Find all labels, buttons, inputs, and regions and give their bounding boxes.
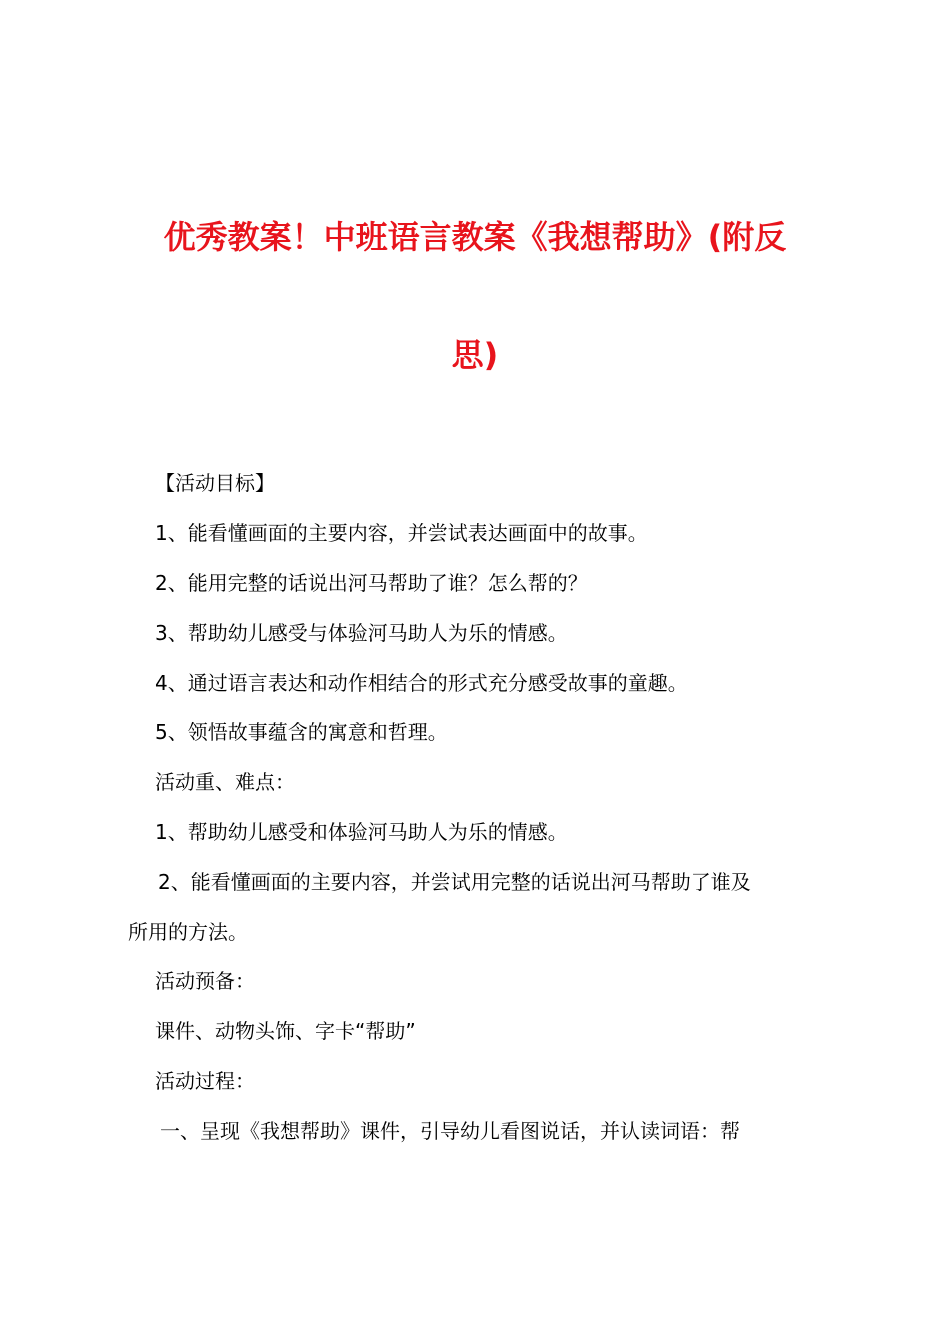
process-step-1: 一、呈现《我想帮助》课件，引导幼儿看图说话，并认读词语：帮 [160,1119,740,1143]
key-point-2: 2、能看懂画面的主要内容，并尝试用完整的话说出河马帮助了谁及 [158,870,751,894]
objective-5: 5、领悟故事蕴含的寓意和哲理。 [155,720,448,744]
section-heading-preparation: 活动预备： [155,969,255,993]
objective-3: 3、帮助幼儿感受与体验河马助人为乐的情感。 [155,621,568,645]
objective-2: 2、能用完整的话说出河马帮助了谁？怎么帮的？ [155,571,588,595]
section-heading-key-points: 活动重、难点： [155,770,295,794]
document-title-line-2: 思) [451,336,499,374]
key-point-1: 1、帮助幼儿感受和体验河马助人为乐的情感。 [155,820,568,844]
objective-1: 1、能看懂画面的主要内容，并尝试表达画面中的故事。 [155,521,648,545]
objective-4: 4、通过语言表达和动作相结合的形式充分感受故事的童趣。 [155,671,688,695]
key-point-2-continued: 所用的方法。 [128,920,248,944]
preparation-materials: 课件、动物头饰、字卡“帮助” [155,1019,416,1043]
section-heading-objectives: 【活动目标】 [155,471,275,495]
document-title-line-1: 优秀教案！中班语言教案《我想帮助》(附反 [163,218,787,256]
section-heading-process: 活动过程： [155,1069,255,1093]
